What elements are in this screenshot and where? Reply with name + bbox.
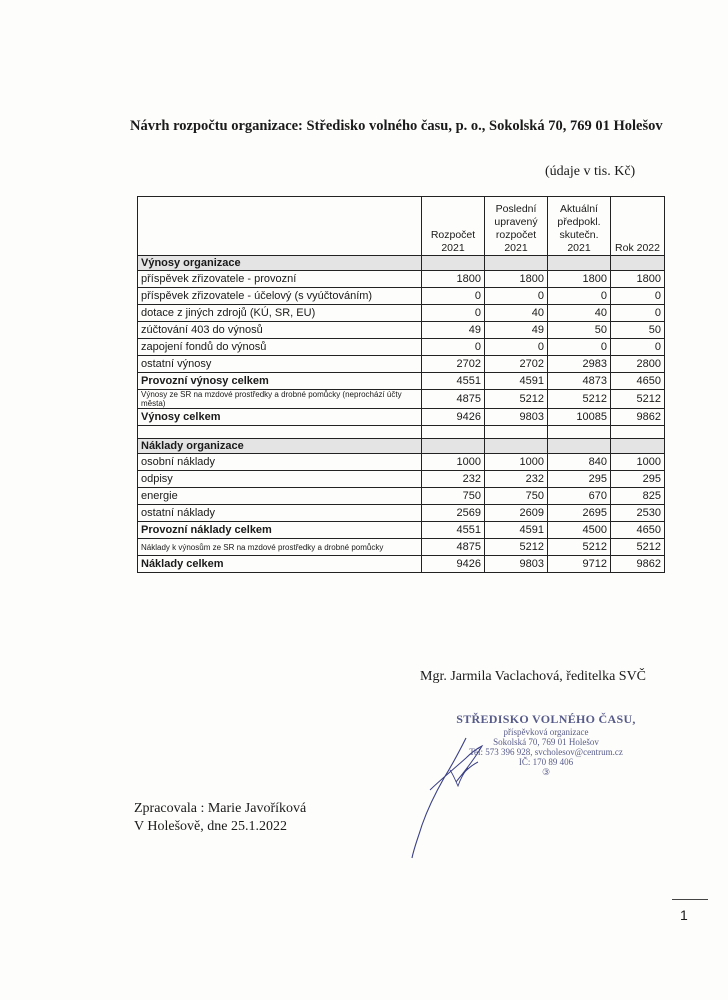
row-value: 4591 (485, 373, 548, 390)
table-row (138, 322, 665, 339)
header-blank (138, 197, 422, 256)
row-label: Výnosy ze SR na mzdové prostředky a drobné pomůcky (neprochází účty města) (138, 390, 422, 409)
spacer-row (138, 426, 665, 439)
row-value: 1800 (611, 271, 665, 288)
prepared-by: Zpracovala : Marie Javoříková (134, 801, 307, 816)
table-row (138, 488, 665, 505)
row-label: příspěvek zřizovatele - účelový (s vyúčtováním) (138, 288, 422, 305)
row-label: energie (138, 488, 422, 505)
row-value: 50 (548, 322, 611, 339)
row-value: 670 (548, 488, 611, 505)
row-value: 840 (548, 454, 611, 471)
row-value: 5212 (548, 390, 611, 409)
row-label: Náklady celkem (138, 556, 422, 573)
table-row (138, 390, 665, 409)
row-value: 50 (611, 322, 665, 339)
row-value: 1800 (548, 271, 611, 288)
row-value: 750 (422, 488, 485, 505)
stamp-number: ③ (541, 767, 551, 777)
row-label: osobní náklady (138, 454, 422, 471)
row-label: Výnosy celkem (138, 409, 422, 426)
row-value: 1000 (611, 454, 665, 471)
row-value: 9862 (611, 556, 665, 573)
row-label: příspěvek zřizovatele - provozní (138, 271, 422, 288)
handwritten-signature (400, 730, 520, 865)
units-note: (údaje v tis. Kč) (545, 164, 636, 179)
row-value: 0 (422, 305, 485, 322)
row-value: 0 (611, 305, 665, 322)
row-value: 9862 (611, 409, 665, 426)
cost-rows (138, 454, 665, 573)
row-value: 1800 (485, 271, 548, 288)
table-row (138, 288, 665, 305)
row-value: 2702 (485, 356, 548, 373)
row-value: 4650 (611, 522, 665, 539)
row-value: 9712 (548, 556, 611, 573)
row-value: 9803 (485, 556, 548, 573)
table-row (138, 356, 665, 373)
row-label: zapojení fondů do výnosů (138, 339, 422, 356)
prepared-by-block (134, 800, 306, 836)
section-row-revenue (138, 256, 665, 271)
table-row (138, 522, 665, 539)
row-value: 40 (548, 305, 611, 322)
row-value: 0 (422, 339, 485, 356)
row-value: 9803 (485, 409, 548, 426)
table-row (138, 454, 665, 471)
stamp-line-4: Tel: 573 396 928, svcholesov@centrum.cz (469, 747, 623, 757)
table-row (138, 339, 665, 356)
row-value: 2800 (611, 356, 665, 373)
row-label: Náklady k výnosům ze SR na mzdové prostředky a drobné pomůcky (138, 539, 422, 556)
row-value: 0 (485, 339, 548, 356)
row-label: Provozní výnosy celkem (138, 373, 422, 390)
row-label: Provozní náklady celkem (138, 522, 422, 539)
page-number: 1 (680, 907, 688, 923)
table-row (138, 556, 665, 573)
table-row (138, 409, 665, 426)
budget-table (137, 196, 665, 573)
stamp-line-3: Sokolská 70, 769 01 Holešov (493, 737, 599, 747)
row-value: 232 (485, 471, 548, 488)
row-value: 4873 (548, 373, 611, 390)
table-row (138, 539, 665, 556)
row-value: 0 (611, 339, 665, 356)
page-rule (672, 899, 708, 900)
row-value: 9426 (422, 556, 485, 573)
row-label: dotace z jiných zdrojů (KÚ, SR, EU) (138, 305, 422, 322)
row-value: 5212 (548, 539, 611, 556)
row-label: zúčtování 403 do výnosů (138, 322, 422, 339)
row-value: 4591 (485, 522, 548, 539)
row-value: 295 (611, 471, 665, 488)
row-value: 9426 (422, 409, 485, 426)
row-value: 2530 (611, 505, 665, 522)
row-value: 2702 (422, 356, 485, 373)
row-value: 2569 (422, 505, 485, 522)
header-expected-2021: Aktuální předpokl. skutečn. 2021 (548, 197, 611, 256)
row-value: 1000 (422, 454, 485, 471)
row-value: 0 (548, 288, 611, 305)
table-row (138, 305, 665, 322)
row-value: 4650 (611, 373, 665, 390)
signer-name: Mgr. Jarmila Vaclachová, ředitelka SVČ (420, 669, 647, 684)
revenue-rows (138, 271, 665, 426)
section-title: Náklady organizace (138, 439, 422, 454)
row-value: 0 (548, 339, 611, 356)
header-year-2022: Rok 2022 (611, 197, 665, 256)
section-row-costs (138, 439, 665, 454)
row-value: 0 (422, 288, 485, 305)
row-value: 825 (611, 488, 665, 505)
row-value: 10085 (548, 409, 611, 426)
row-value: 1000 (485, 454, 548, 471)
section-title: Výnosy organizace (138, 256, 422, 271)
table-row (138, 505, 665, 522)
row-value: 0 (611, 288, 665, 305)
row-value: 4875 (422, 539, 485, 556)
row-value: 4875 (422, 390, 485, 409)
row-value: 750 (485, 488, 548, 505)
document-title: Návrh rozpočtu organizace: Středisko volného času, p. o., Sokolská 70, 769 01 Holešov (130, 118, 663, 134)
row-label: ostatní náklady (138, 505, 422, 522)
row-value: 5212 (485, 539, 548, 556)
row-value: 2609 (485, 505, 548, 522)
row-value: 49 (422, 322, 485, 339)
row-value: 0 (485, 288, 548, 305)
row-value: 5212 (611, 539, 665, 556)
row-value: 295 (548, 471, 611, 488)
row-value: 5212 (611, 390, 665, 409)
table-header-row (138, 197, 665, 256)
stamp-line-5: IČ: 170 89 406 (518, 757, 574, 767)
stamp-line-1: STŘEDISKO VOLNÉHO ČASU, (456, 712, 636, 726)
row-label: odpisy (138, 471, 422, 488)
row-value: 232 (422, 471, 485, 488)
row-value: 4551 (422, 522, 485, 539)
row-value: 4551 (422, 373, 485, 390)
row-value: 49 (485, 322, 548, 339)
stamp-line-2: příspěvková organizace (503, 727, 589, 737)
row-value: 5212 (485, 390, 548, 409)
header-revised-2021: Poslední upravený rozpočet 2021 (485, 197, 548, 256)
row-label: ostatní výnosy (138, 356, 422, 373)
table-row (138, 373, 665, 390)
row-value: 40 (485, 305, 548, 322)
table-row (138, 471, 665, 488)
row-value: 4500 (548, 522, 611, 539)
row-value: 1800 (422, 271, 485, 288)
row-value: 2695 (548, 505, 611, 522)
row-value: 2983 (548, 356, 611, 373)
header-budget-2021: Rozpočet 2021 (422, 197, 485, 256)
place-date: V Holešově, dne 25.1.2022 (134, 819, 287, 834)
table-row (138, 271, 665, 288)
